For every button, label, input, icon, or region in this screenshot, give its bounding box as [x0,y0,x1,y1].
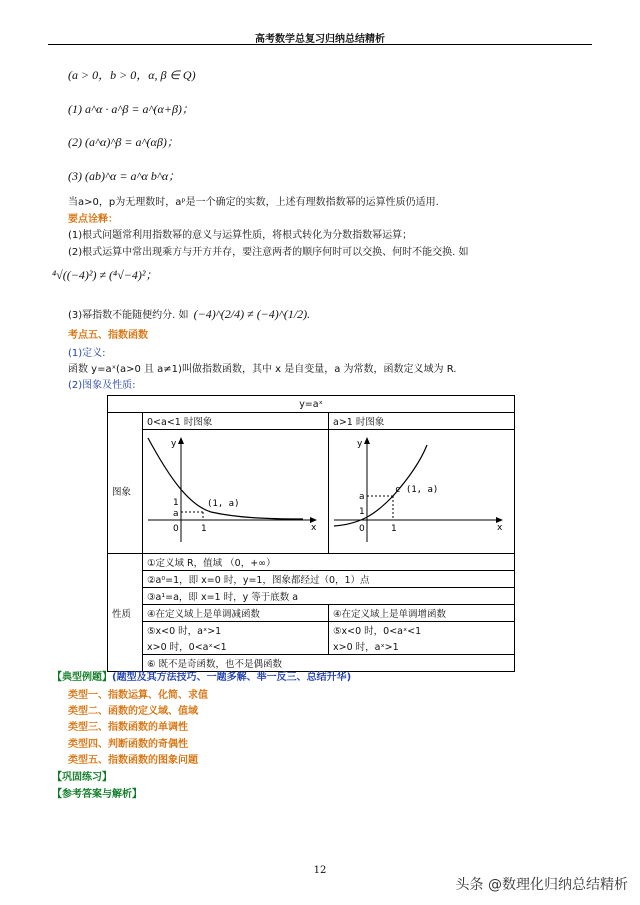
watermark: 头条 @数理化归纳总结精析 [455,877,628,893]
table-title: y=aˣ [108,396,515,413]
one-y-label: 1 [359,507,365,517]
prop-row-5a [108,622,515,639]
rule-3-label: (3) [68,169,82,183]
y-label: y [357,439,363,449]
page-number: 12 [313,865,327,876]
prop-5-left-a: ⑤x<0 时，aˣ>1 [143,622,329,639]
definition-text: 函数 y=aˣ(a>0 且 a≠1)叫做指数函数，其中 x 是自变量，a 为常数，函数定义域为 R. [68,364,457,375]
point-label: c (1, a) [395,485,439,495]
section5-title: 考点五、指数函数 [68,330,148,341]
prop-5-left-b: x>0 时，0<aˣ<1 [143,638,329,655]
prop-row-3 [108,588,515,605]
one-x-label: 1 [201,524,207,534]
graph-right-cell [329,430,515,554]
col-header-left: 0<a<1 时图象 [143,413,329,430]
graph-heading: (2)图象及性质: [68,380,136,391]
answers-heading: 【参考答案与解析】 [52,789,142,800]
explain-2-formula: ⁴√((−4)²) ≠ (⁴√−4)²； [52,268,158,282]
header-rule [48,44,592,45]
increasing-graph [329,430,514,550]
type-3: 类型三、指数函数的单调性 [68,722,188,733]
origin-label: 0 [359,524,365,534]
rule-3-formula: (ab)^α = a^α b^α； [85,169,181,183]
one-x-label: 1 [391,524,397,534]
y-arrow [178,437,184,444]
explain-2: (2)根式运算中常出现乘方与开方并存，要注意两者的顺序何时可以交换、何时不能交换. 如 [68,247,469,258]
table-header-row [108,413,515,430]
prop-row-4 [108,605,515,622]
examples-heading: 【典型例题】 [52,672,112,683]
prop-3: ③a¹=a，即 x=1 时，y 等于底数 a [143,588,515,605]
rule-2-formula: (a^α)^β = a^(αβ)； [85,135,179,149]
prop-row-2 [108,571,515,588]
explain-1: (1)根式问题常利用指数幂的意义与运算性质，将根式转化为分数指数幂运算； [68,230,413,241]
prop-row-1 [108,554,515,571]
props-row-label: 性质 [108,554,143,672]
page-header: 高考数学总复习归纳总结精析 [255,34,385,45]
type-5: 类型五、指数函数的图象问题 [68,755,198,766]
irrational-note: 当a>0，p为无理数时，aᵖ是一个确定的实数，上述有理数指数幂的运算性质仍适用. [68,197,439,208]
point-label: (1, a) [207,499,240,509]
decreasing-graph [143,430,328,550]
prop-row-5b [108,638,515,655]
examples-line [52,668,351,683]
prop-6: ⑥ 既不是奇函数，也不是偶函数 [143,655,515,672]
rule-3 [68,167,180,184]
rule-2 [68,133,179,150]
prop-4-left: ④在定义域上是单调减函数 [143,605,329,622]
graph-row-label: 图象 [108,430,143,554]
type-1: 类型一、指数运算、化简、求值 [68,690,208,701]
rule-2-label: (2) [68,135,82,149]
a-label: a [173,509,179,519]
type-4: 类型四、判断函数的奇偶性 [68,739,188,750]
examples-subheading: (题型及其方法技巧、一题多解、举一反三、总结升华) [112,672,352,683]
x-label: x [497,523,503,533]
prop-4-right: ④在定义域上是单调增函数 [329,605,515,622]
prop-1: ①定义域 R，值域 （0，+∞） [143,554,515,571]
one-y-label: 1 [173,498,179,508]
y-label: y [171,439,177,449]
explain-heading: 要点诠释： [68,214,118,225]
y-arrow [364,437,370,444]
graph-left-cell [143,430,329,554]
explain-3-text: (3)幂指数不能随便约分. 如 [68,310,189,321]
prop-2: ②a⁰=1，即 x=0 时，y=1，图象都经过（0，1）点 [143,571,515,588]
prop-5-right-a: ⑤x<0 时，0<aˣ<1 [329,622,515,639]
graph-row [108,430,515,554]
explain-3 [68,303,310,322]
x-label: x [311,523,317,533]
rule-1 [68,100,194,117]
table-title-row [108,396,515,413]
origin-label: 0 [173,524,179,534]
type-2: 类型二、函数的定义域、值域 [68,706,198,717]
practice-heading: 【巩固练习】 [52,772,112,783]
col-header-right: a>1 时图象 [329,413,515,430]
definition-heading: (1)定义: [68,348,106,359]
prop-5-right-b: x>0 时，aˣ>1 [329,638,515,655]
rule-1-formula: a^α · a^β = a^(α+β)； [85,102,194,116]
a-label: a [359,492,365,502]
explain-3-formula: (−4)^(2/4) ≠ (−4)^(1/2). [193,307,311,321]
properties-table [107,395,515,672]
conditions: (a > 0，b > 0，α, β ∈ Q) [68,68,196,82]
table-corner [108,413,143,430]
rule-1-label: (1) [68,102,82,116]
